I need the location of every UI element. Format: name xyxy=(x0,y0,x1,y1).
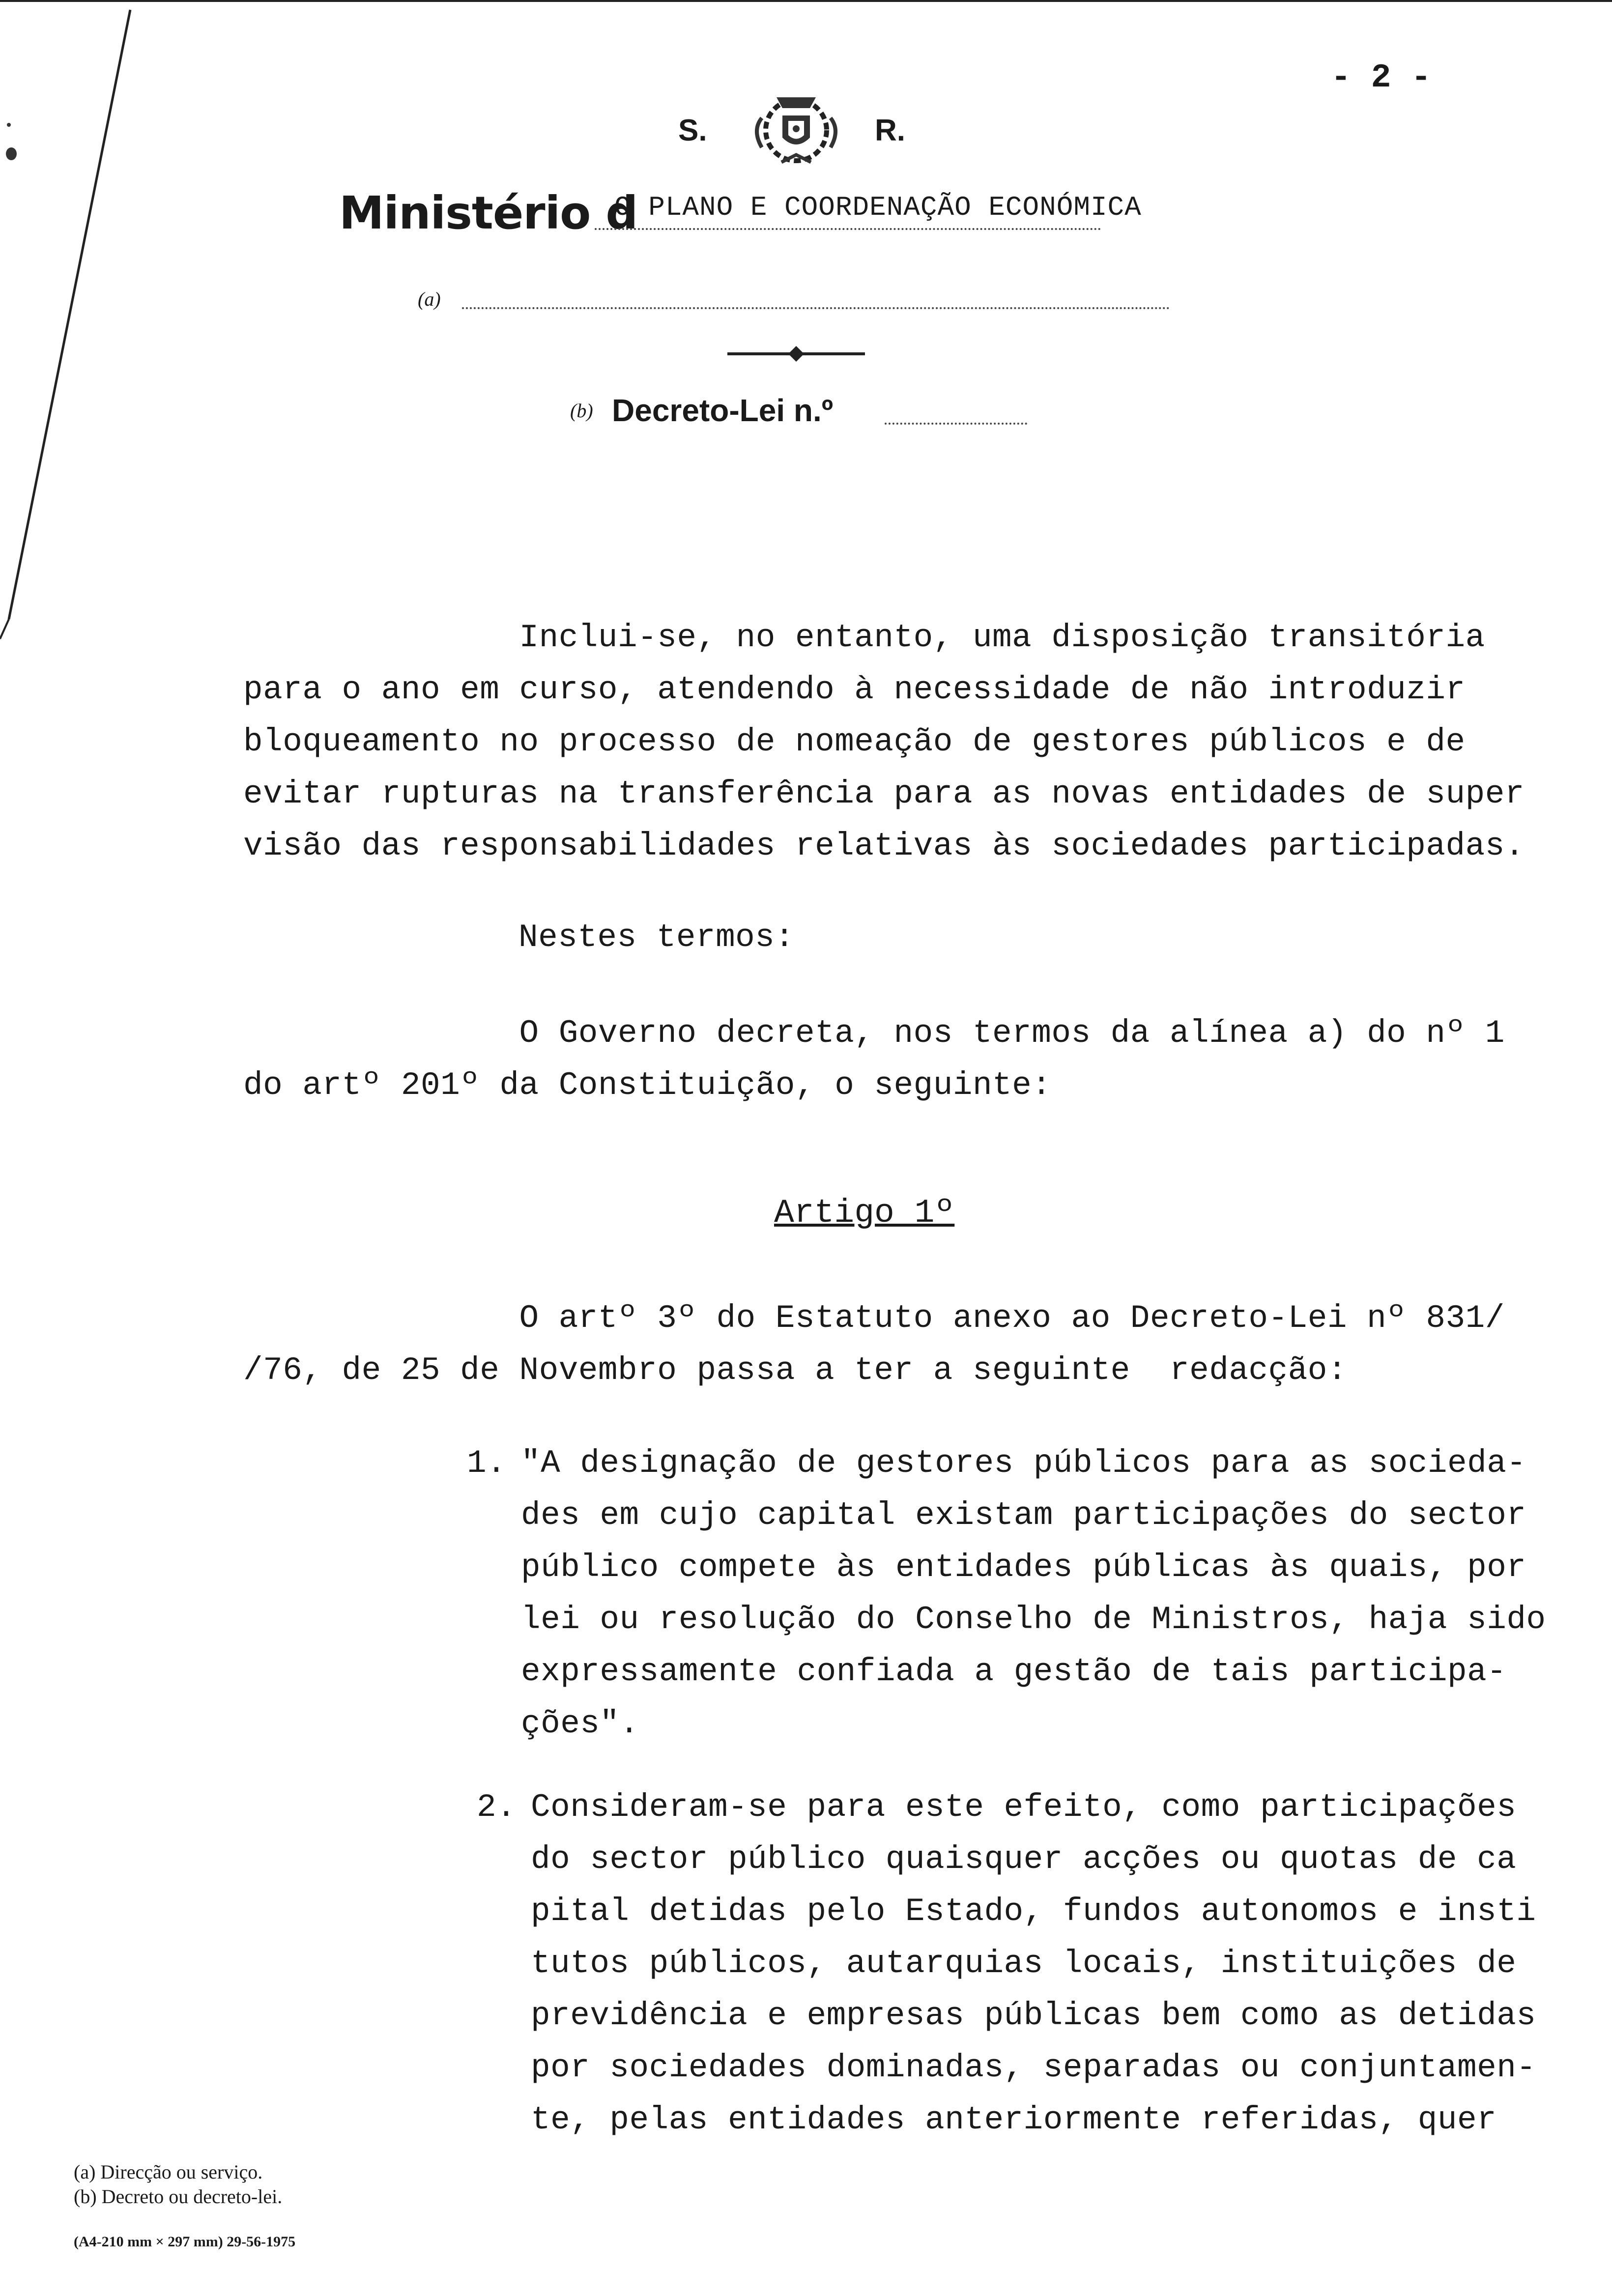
direction-field xyxy=(418,287,1175,317)
punch-mark xyxy=(6,147,17,160)
ministry-dotted-line xyxy=(595,228,1101,230)
governo-decreta-paragraph: O Governo decreta, nos termos da alínea a) do nº 1 do artº 201º da Constituição, o seguinte: xyxy=(243,1015,1505,1104)
ministry-prefix: Ministério d xyxy=(339,187,638,239)
decree-label: Decreto-Lei n.º xyxy=(612,393,834,428)
punch-mark xyxy=(7,123,11,127)
diamond-divider-icon xyxy=(722,339,870,369)
decree-number-line xyxy=(570,388,1032,442)
list-item-number: 1. xyxy=(467,1445,507,1482)
ministry-line xyxy=(339,187,1263,251)
direction-field-label: (a) xyxy=(418,288,441,310)
form-code: (A4-210 mm × 297 mm) 29-56-1975 xyxy=(74,2234,296,2250)
decree-dotted-line xyxy=(885,423,1027,425)
article-intro-paragraph: O artº 3º do Estatuto anexo ao Decreto-Lei nº 831/ /76, de 25 de Novembro passa a ter a seguinte redacção: xyxy=(243,1300,1505,1389)
decree-marker: (b) xyxy=(570,400,593,422)
top-edge-line xyxy=(0,0,1612,2)
footnote-a: (a) Direcção ou serviço. xyxy=(74,2161,263,2183)
intro-paragraph: Inclui-se, no entanto, uma disposição transitória para o ano em curso, atendendo à necessidade de não introduzir bloqueamento no processo de nomeação de gestores públicos e de evitar rupturas na transferência para as novas entidades de super visão das responsabilidades relativas às sociedades participadas. xyxy=(243,619,1525,864)
margin-pen-stroke xyxy=(0,0,147,649)
article-title: Artigo 1º xyxy=(774,1194,955,1232)
footnotes xyxy=(74,2160,282,2209)
header-initial-r: R. xyxy=(875,114,905,147)
direction-dotted-line xyxy=(462,307,1170,309)
list-item-number: 2. xyxy=(477,1789,517,1826)
list-item-text: "A designação de gestores públicos para as socieda- des em cujo capital existam participações do sector público compete às entidades públicas às quais, por lei ou resolução do Conselho de Ministros, haja sido expressamente confiada a gestão de tais participa- ções". xyxy=(521,1445,1546,1742)
list-item-text: Consideram-se para este efeito, como participações do sector público quaisquer acções ou quotas de ca pital detidas pelo Estado, fundos autonomos e insti tutos públicos, autarquias locais, instituições de previdência e empresas públicas bem como as detidas por sociedades dominadas, separadas ou conjuntamen- te, pelas entidades anteriormente referidas, quer xyxy=(531,1789,1536,2138)
ministry-name: O PLANO E COORDENAÇÃO ECONÓMICA xyxy=(614,192,1142,223)
page-number: - 2 - xyxy=(1330,59,1432,97)
header-initial-s: S. xyxy=(678,114,707,147)
coat-of-arms-icon xyxy=(747,88,845,172)
nestes-termos-line: Nestes termos: xyxy=(518,919,795,956)
header-emblem xyxy=(678,88,934,172)
footnote-b: (b) Decreto ou decreto-lei. xyxy=(74,2185,283,2208)
